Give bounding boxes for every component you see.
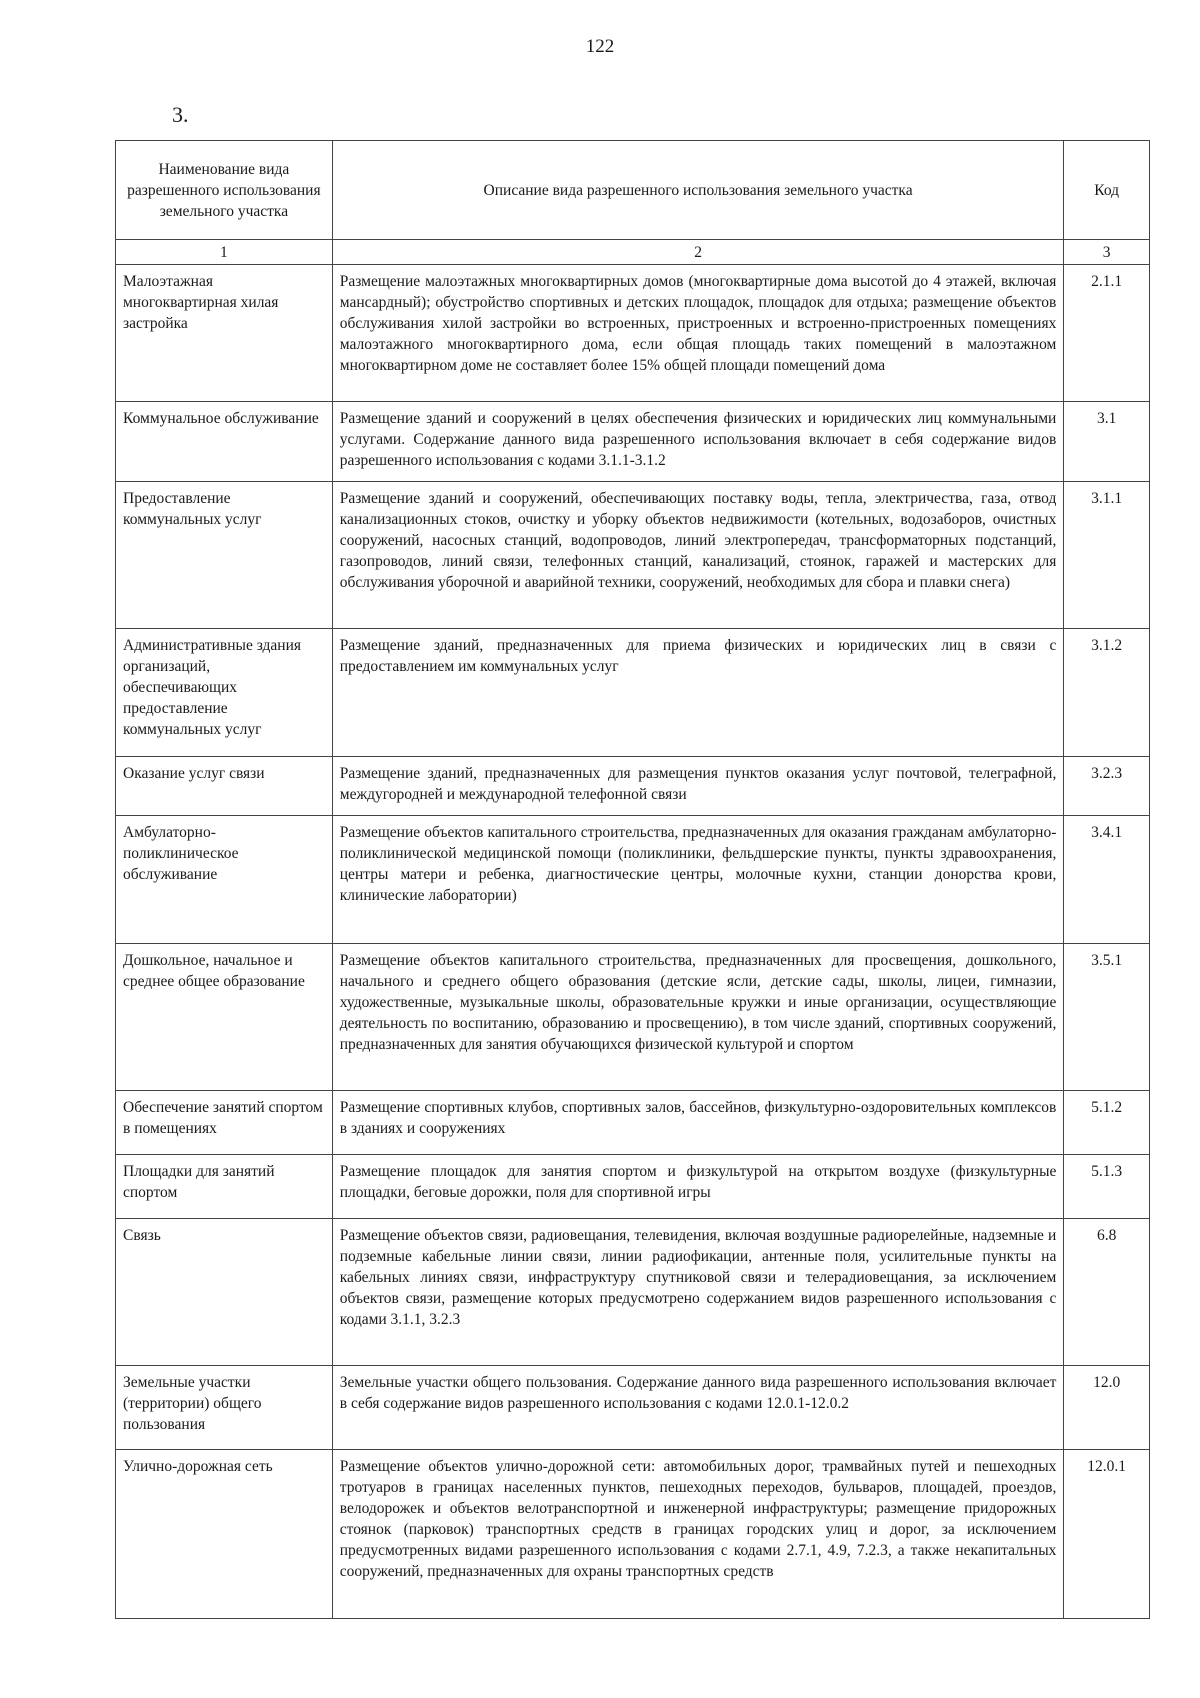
land-use-code: 5.1.2 bbox=[1064, 1091, 1150, 1155]
land-use-code: 12.0 bbox=[1064, 1366, 1150, 1450]
section-number: 3. bbox=[172, 102, 189, 127]
land-use-name: Земельные участки (территории) общего пользования bbox=[116, 1366, 333, 1450]
page-number: 122 bbox=[585, 36, 615, 57]
header-description: Описание вида разрешенного использования земельного участка bbox=[332, 141, 1064, 240]
land-use-code: 2.1.1 bbox=[1064, 265, 1150, 402]
land-use-name: Предоставление коммунальных услуг bbox=[116, 482, 333, 629]
land-use-description: Размещение малоэтажных многоквартирных домов (многоквартирные дома высотой до 4 этажей, включая мансардный); обустройство спортивных и детских площадок, площадок для отдыха; размещение объектов обслуживания хилой застройки во встроенных, пристроенных и встроенно-пристроенных помещениях малоэтажного многоквартирного дома, если общая площадь таких помещений в малоэтажном многоквартирном доме не составляет более 15% общей площади помещений дома bbox=[332, 265, 1064, 402]
header-code: Код bbox=[1064, 141, 1150, 240]
land-use-name: Дошкольное, начальное и среднее общее образование bbox=[116, 944, 333, 1091]
land-use-code: 3.5.1 bbox=[1064, 944, 1150, 1091]
column-number: 2 bbox=[332, 240, 1064, 265]
land-use-description: Размещение зданий, предназначенных для приема физических и юридических лиц в связи с предоставлением им коммунальных услуг bbox=[332, 629, 1064, 757]
column-number: 3 bbox=[1064, 240, 1150, 265]
land-use-name: Коммунальное обслуживание bbox=[116, 402, 333, 482]
land-use-table bbox=[115, 140, 1150, 1619]
table-row bbox=[116, 816, 1150, 944]
land-use-name: Связь bbox=[116, 1219, 333, 1366]
land-use-name: Административные здания организаций, обеспечивающих предоставление коммунальных услуг bbox=[116, 629, 333, 757]
land-use-name: Амбулаторно-поликлиническое обслуживание bbox=[116, 816, 333, 944]
land-use-code: 3.1 bbox=[1064, 402, 1150, 482]
land-use-description: Размещение спортивных клубов, спортивных залов, бассейнов, физкультурно-оздоровительных комплексов в зданиях и сооружениях bbox=[332, 1091, 1064, 1155]
table-row bbox=[116, 629, 1150, 757]
land-use-code: 3.1.1 bbox=[1064, 482, 1150, 629]
table-row bbox=[116, 1155, 1150, 1219]
land-use-description: Земельные участки общего пользования. Содержание данного вида разрешенного использования включает в себя содержание видов разрешенного использования с кодами 12.0.1-12.0.2 bbox=[332, 1366, 1064, 1450]
table-row bbox=[116, 482, 1150, 629]
land-use-name: Улично-дорожная сеть bbox=[116, 1450, 333, 1619]
land-use-description: Размещение зданий и сооружений, обеспечивающих поставку воды, тепла, электричества, газа, отвод канализационных стоков, очистку и уборку объектов недвижимости (котельных, водозаборов, очистных сооружений, насосных станций, водопроводов, линий электропередач, трансформаторных подстанций, газопроводов, линий связи, телефонных станций, канализаций, стоянок, гаражей и мастерских для обслуживания уборочной и аварийной техники, сооружений, необходимых для сбора и плавки снега) bbox=[332, 482, 1064, 629]
land-use-description: Размещение объектов капитального строительства, предназначенных для оказания гражданам амбулаторно-поликлинической медицинской помощи (поликлиники, фельдшерские пункты, пункты здравоохранения, центры матери и ребенка, диагностические центры, молочные кухни, станции донорства крови, клинические лаборатории) bbox=[332, 816, 1064, 944]
table-row bbox=[116, 1091, 1150, 1155]
table-row bbox=[116, 1366, 1150, 1450]
land-use-description: Размещение объектов связи, радиовещания, телевидения, включая воздушные радиорелейные, надземные и подземные кабельные линии связи, линии радиофикации, антенные поля, усилительные пункты на кабельных линиях связи, инфраструктуру спутниковой связи и телерадиовещания, за исключением объектов связи, размещение которых предусмотрено содержанием видов разрешенного использования с кодами 3.1.1, 3.2.3 bbox=[332, 1219, 1064, 1366]
land-use-code: 3.2.3 bbox=[1064, 757, 1150, 816]
land-use-name: Оказание услуг связи bbox=[116, 757, 333, 816]
table-row bbox=[116, 1219, 1150, 1366]
land-use-name: Малоэтажная многоквартирная хилая застройка bbox=[116, 265, 333, 402]
table-row bbox=[116, 757, 1150, 816]
land-use-description: Размещение зданий и сооружений в целях обеспечения физических и юридических лиц коммунальными услугами. Содержание данного вида разрешенного использования включает в себя содержание видов разрешенного использования с кодами 3.1.1-3.1.2 bbox=[332, 402, 1064, 482]
land-use-description: Размещение объектов улично-дорожной сети: автомобильных дорог, трамвайных путей и пешеходных тротуаров в границах населенных пунктов, пешеходных переходов, бульваров, площадей, проездов, велодорожек и объектов велотранспортной и инженерной инфраструктуры; размещение придорожных стоянок (парковок) транспортных средств в границах городских улиц и дорог, за исключением предусмотренных видами разрешенного использования с кодами 2.7.1, 4.9, 7.2.3, а также некапитальных сооружений, предназначенных для охраны транспортных средств bbox=[332, 1450, 1064, 1619]
land-use-description: Размещение объектов капитального строительства, предназначенных для просвещения, дошкольного, начального и среднего общего образования (детские ясли, детские сады, школы, лицеи, гимназии, художественные, музыкальные школы, образовательные кружки и иные организации, осуществляющие деятельность по воспитанию, образованию и просвещению), в том числе зданий, спортивных сооружений, предназначенных для занятия обучающихся физической культурой и спортом bbox=[332, 944, 1064, 1091]
land-use-code: 12.0.1 bbox=[1064, 1450, 1150, 1619]
column-numbers-row bbox=[116, 240, 1150, 265]
column-number: 1 bbox=[116, 240, 333, 265]
table-row bbox=[116, 402, 1150, 482]
table-row bbox=[116, 265, 1150, 402]
land-use-description: Размещение площадок для занятия спортом и физкультурой на открытом воздухе (физкультурные площадки, беговые дорожки, поля для спортивной игры bbox=[332, 1155, 1064, 1219]
land-use-code: 3.1.2 bbox=[1064, 629, 1150, 757]
land-use-code: 5.1.3 bbox=[1064, 1155, 1150, 1219]
table-row bbox=[116, 944, 1150, 1091]
table-row bbox=[116, 1450, 1150, 1619]
land-use-description: Размещение зданий, предназначенных для размещения пунктов оказания услуг почтовой, телеграфной, междугородней и международной телефонной связи bbox=[332, 757, 1064, 816]
land-use-code: 6.8 bbox=[1064, 1219, 1150, 1366]
land-use-name: Площадки для занятий спортом bbox=[116, 1155, 333, 1219]
table-header-row bbox=[116, 141, 1150, 240]
header-name: Наименование вида разрешенного использования земельного участка bbox=[116, 141, 333, 240]
land-use-name: Обеспечение занятий спортом в помещениях bbox=[116, 1091, 333, 1155]
land-use-code: 3.4.1 bbox=[1064, 816, 1150, 944]
